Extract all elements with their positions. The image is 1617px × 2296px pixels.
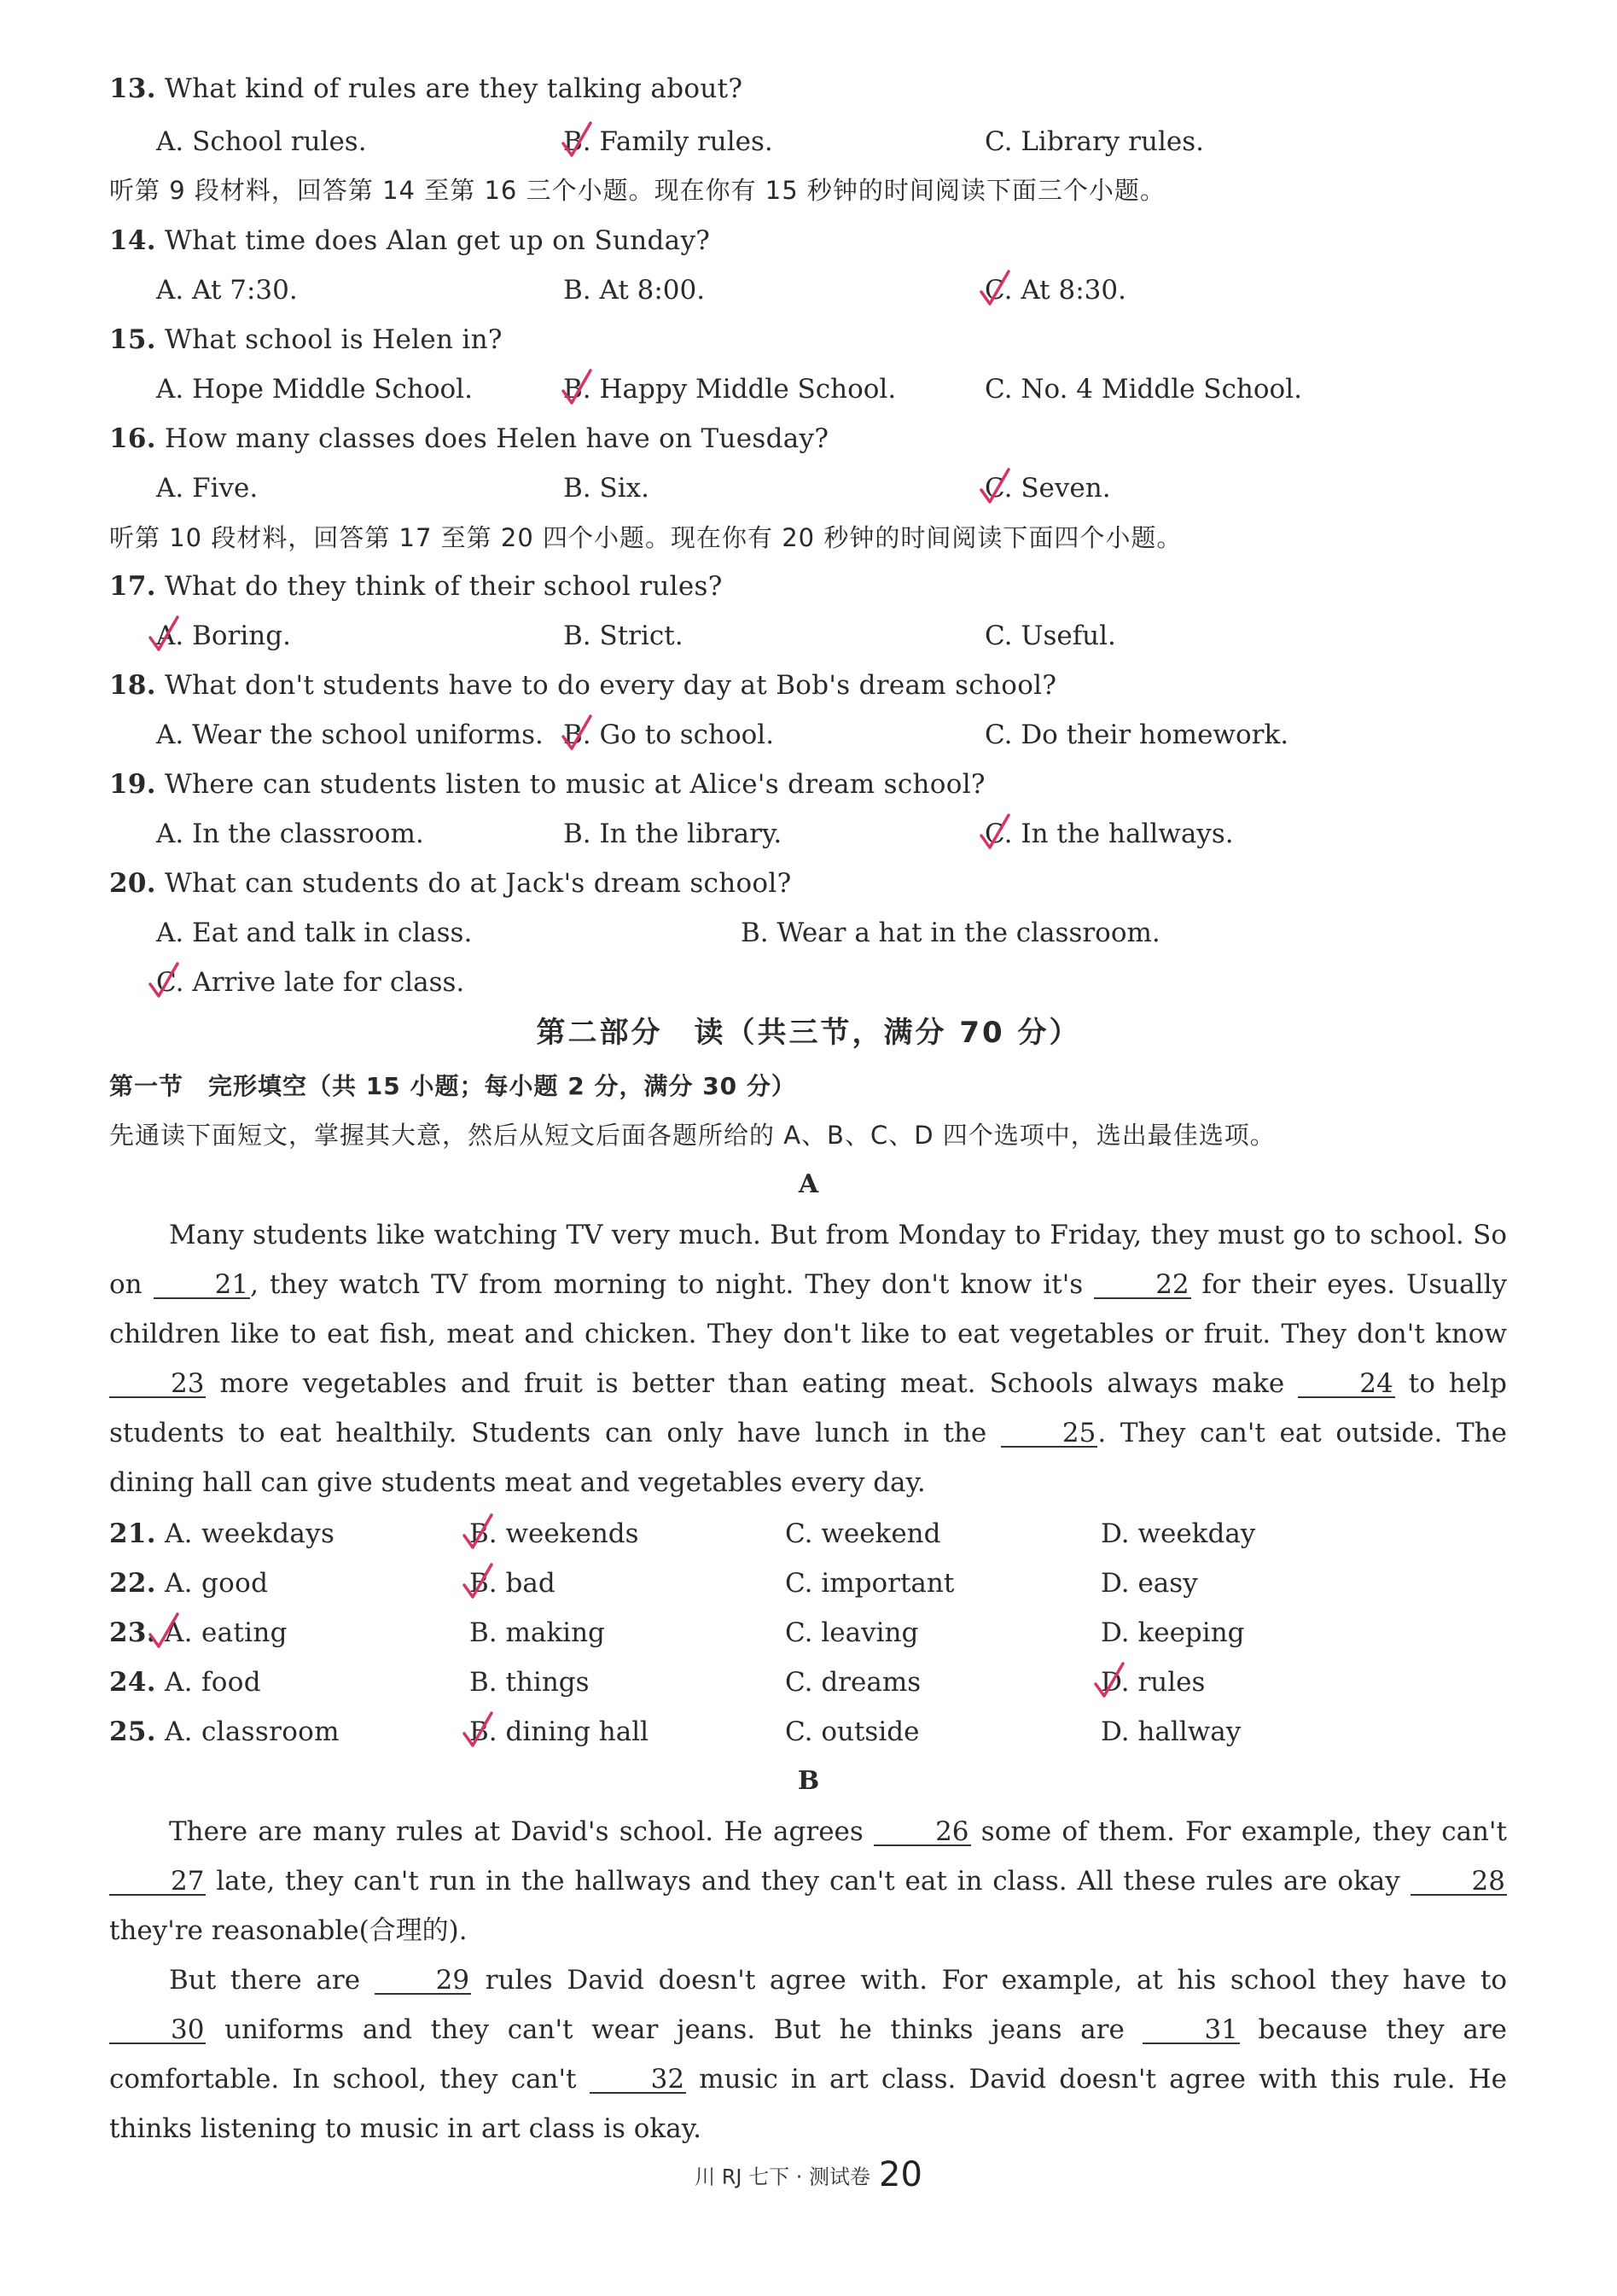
option-d[interactable]: D. weekday	[1101, 1518, 1256, 1549]
check-mark-icon	[1092, 1660, 1126, 1699]
question-20	[109, 866, 792, 900]
blank-31[interactable]: 31	[1143, 2017, 1239, 2044]
page-number: 20	[879, 2155, 922, 2194]
option-a[interactable]: A. Eat and talk in class.	[156, 918, 473, 948]
question-text: How many classes does Helen have on Tuesday?	[155, 423, 829, 454]
option-d[interactable]: D. rules	[1101, 1667, 1206, 1698]
question-number: 19.	[109, 769, 156, 800]
blank-27[interactable]: 27	[109, 1868, 206, 1896]
option-c[interactable]: C. No. 4 Middle School.	[985, 374, 1302, 405]
blank-32[interactable]: 32	[590, 2066, 686, 2094]
option-a[interactable]: A. At 7:30.	[156, 275, 298, 306]
option-b[interactable]: B. Wear a hat in the classroom.	[741, 918, 1160, 948]
option-a[interactable]: A. School rules.	[156, 126, 367, 157]
passage-text: But there are	[169, 1965, 375, 1996]
option-a[interactable]: A. Five.	[156, 473, 259, 504]
option-d[interactable]: D. keeping	[1101, 1617, 1245, 1648]
question-number: 14.	[109, 225, 156, 256]
check-mark-icon	[978, 812, 1012, 851]
question-number: 22.	[109, 1568, 156, 1599]
blank-26[interactable]: 26	[874, 1819, 970, 1846]
check-mark-icon	[978, 466, 1012, 505]
question-number: 13.	[109, 73, 156, 104]
question-text: What kind of rules are they talking about?	[155, 73, 743, 104]
option-c[interactable]: C. weekend	[785, 1518, 941, 1549]
blank-28[interactable]: 28	[1411, 1868, 1507, 1896]
cloze-instruction: 先通读下面短文，掌握其大意，然后从短文后面各题所给的 A、B、C、D 四个选项中，选出最佳选项。	[109, 1121, 1276, 1150]
check-mark-icon	[560, 367, 594, 406]
option-b[interactable]: B. Go to school.	[563, 720, 775, 750]
check-mark-icon	[147, 960, 181, 999]
passage-a	[109, 1210, 1507, 1507]
question-number: 20.	[109, 868, 156, 899]
passage-text: Many students like watching TV very much. But from Monday to Friday, they must go to school. So on	[109, 1220, 1507, 1300]
option-a[interactable]: A. Boring.	[156, 621, 291, 651]
option-c[interactable]: C. outside	[785, 1716, 920, 1747]
blank-23[interactable]: 23	[109, 1371, 206, 1398]
question-19	[109, 767, 986, 801]
passage-b	[109, 1807, 1507, 2153]
question-number: 18.	[109, 670, 156, 701]
check-mark-icon	[560, 119, 594, 159]
question-number: 23.	[109, 1617, 156, 1648]
check-mark-icon	[978, 268, 1012, 307]
question-16	[109, 422, 829, 456]
passage-text: because they are comfortable. In school, they can't	[109, 2014, 1507, 2095]
passage-text: uniforms and they can't wear jeans. But he thinks jeans are	[206, 2014, 1143, 2045]
option-b[interactable]: B. making	[469, 1617, 605, 1648]
option-b[interactable]: B. At 8:00.	[563, 275, 706, 306]
check-mark-icon	[461, 1710, 495, 1749]
question-number: 16.	[109, 423, 156, 454]
option-d[interactable]: D. easy	[1101, 1568, 1198, 1599]
blank-24[interactable]: 24	[1298, 1371, 1394, 1398]
question-number: 17.	[109, 571, 156, 602]
passage-text: more vegetables and fruit is better than eating meat. Schools always make	[206, 1368, 1299, 1399]
check-mark-icon	[461, 1561, 495, 1600]
passage-text: for their eyes. Usually children like to eat fish, meat and chicken. They don't like to eat vegetables or fruit. They don't know	[109, 1269, 1507, 1349]
section-one-heading: 第一节 完形填空（共 15 小题；每小题 2 分，满分 30 分）	[109, 1072, 796, 1100]
option-a[interactable]: A. Hope Middle School.	[156, 374, 473, 405]
option-c[interactable]: C. At 8:30.	[985, 275, 1126, 306]
option-c[interactable]: C. Arrive late for class.	[156, 967, 465, 998]
question-15	[109, 323, 503, 357]
footer-tag: 川 RJ 七下 · 测试卷	[695, 2165, 870, 2189]
cloze-options-22	[109, 1566, 268, 1600]
option-c[interactable]: C. important	[785, 1568, 955, 1599]
check-mark-icon	[147, 614, 181, 653]
question-number: 21.	[109, 1518, 156, 1549]
question-text: What can students do at Jack's dream school?	[155, 868, 792, 899]
passage-text: music in art class. David doesn't agree with this rule. He thinks listening to music in art class is okay.	[109, 2064, 1507, 2144]
passage-text: late, they can't run in the hallways and they can't eat in class. All these rules are okay	[206, 1866, 1411, 1897]
listening-instruction-10: 听第 10 段材料，回答第 17 至第 20 四个小题。现在你有 20 秒钟的时间阅读下面四个小题。	[109, 523, 1183, 552]
option-c[interactable]: C. Library rules.	[985, 126, 1204, 157]
cloze-options-21	[109, 1517, 334, 1551]
question-text: What don't students have to do every day at Bob's dream school?	[155, 670, 1057, 701]
option-a[interactable]: A. classroom	[165, 1716, 340, 1747]
blank-22[interactable]: 22	[1094, 1272, 1190, 1299]
passage-text: to help students to eat healthily. Students can only have lunch in the	[109, 1368, 1508, 1448]
question-text: What do they think of their school rules?	[155, 571, 723, 602]
option-a[interactable]: A. good	[165, 1568, 269, 1599]
question-text: What time does Alan get up on Sunday?	[155, 225, 711, 256]
option-b[interactable]: B. In the library.	[563, 819, 782, 849]
option-c[interactable]: C. In the hallways.	[985, 819, 1234, 849]
question-18	[109, 668, 1056, 702]
question-13	[109, 72, 742, 106]
question-17	[109, 569, 723, 603]
blank-21[interactable]: 21	[154, 1272, 250, 1299]
option-c[interactable]: C. Seven.	[985, 473, 1111, 504]
passage-text: , they watch TV from morning to night. They don't know it's	[250, 1269, 1095, 1300]
part-two-title: 第二部分 读（共三节，满分 70 分）	[536, 1016, 1081, 1050]
cloze-options-25	[109, 1715, 340, 1749]
option-a[interactable]: A. In the classroom.	[156, 819, 424, 849]
option-b[interactable]: B. things	[469, 1667, 590, 1698]
passage-a-label: A	[798, 1169, 819, 1199]
question-number: 15.	[109, 324, 156, 355]
page-footer	[0, 2155, 1617, 2194]
option-a[interactable]: A. eating	[165, 1617, 288, 1648]
question-number: 24.	[109, 1667, 156, 1698]
option-b[interactable]: B. Six.	[563, 473, 649, 504]
option-c[interactable]: C. dreams	[785, 1667, 922, 1698]
passage-text: some of them. For example, they can't	[970, 1816, 1507, 1847]
question-text: What school is Helen in?	[155, 324, 503, 355]
passage-text: There are many rules at David's school. He agrees	[169, 1816, 875, 1847]
option-b[interactable]: B. Happy Middle School.	[563, 374, 897, 405]
check-mark-icon	[461, 1512, 495, 1551]
question-text: Where can students listen to music at Alice's dream school?	[155, 769, 986, 800]
check-mark-icon	[560, 713, 594, 752]
question-14	[109, 224, 710, 258]
check-mark-icon	[147, 1611, 181, 1650]
blank-29[interactable]: 29	[375, 1967, 471, 1995]
cloze-options-23	[109, 1616, 288, 1650]
cloze-options-24	[109, 1665, 261, 1699]
option-b[interactable]: B. bad	[469, 1568, 555, 1599]
option-b[interactable]: B. weekends	[469, 1518, 639, 1549]
option-b[interactable]: B. dining hall	[469, 1716, 649, 1747]
blank-30[interactable]: 30	[109, 2017, 206, 2044]
option-a[interactable]: A. Wear the school uniforms.	[156, 720, 544, 750]
option-d[interactable]: D. hallway	[1101, 1716, 1242, 1747]
option-b[interactable]: B. Family rules.	[563, 126, 773, 157]
blank-25[interactable]: 25	[1001, 1420, 1097, 1448]
passage-b-label: B	[797, 1766, 820, 1796]
option-c[interactable]: C. Do their homework.	[985, 720, 1289, 750]
passage-text: rules David doesn't agree with. For example, at his school they have to	[471, 1965, 1507, 1996]
passage-text: they're reasonable(合理的).	[109, 1915, 468, 1946]
option-b[interactable]: B. Strict.	[563, 621, 683, 651]
question-number: 25.	[109, 1716, 156, 1747]
option-a[interactable]: A. weekdays	[165, 1518, 335, 1549]
option-c[interactable]: C. leaving	[785, 1617, 919, 1648]
option-a[interactable]: A. food	[165, 1667, 261, 1698]
listening-instruction-9: 听第 9 段材料，回答第 14 至第 16 三个小题。现在你有 15 秒钟的时间阅读下面三个小题。	[109, 176, 1166, 205]
passage-text: . They can't eat outside. The dining hall can give students meat and vegetables every day.	[109, 1418, 1508, 1498]
option-c[interactable]: C. Useful.	[985, 621, 1116, 651]
